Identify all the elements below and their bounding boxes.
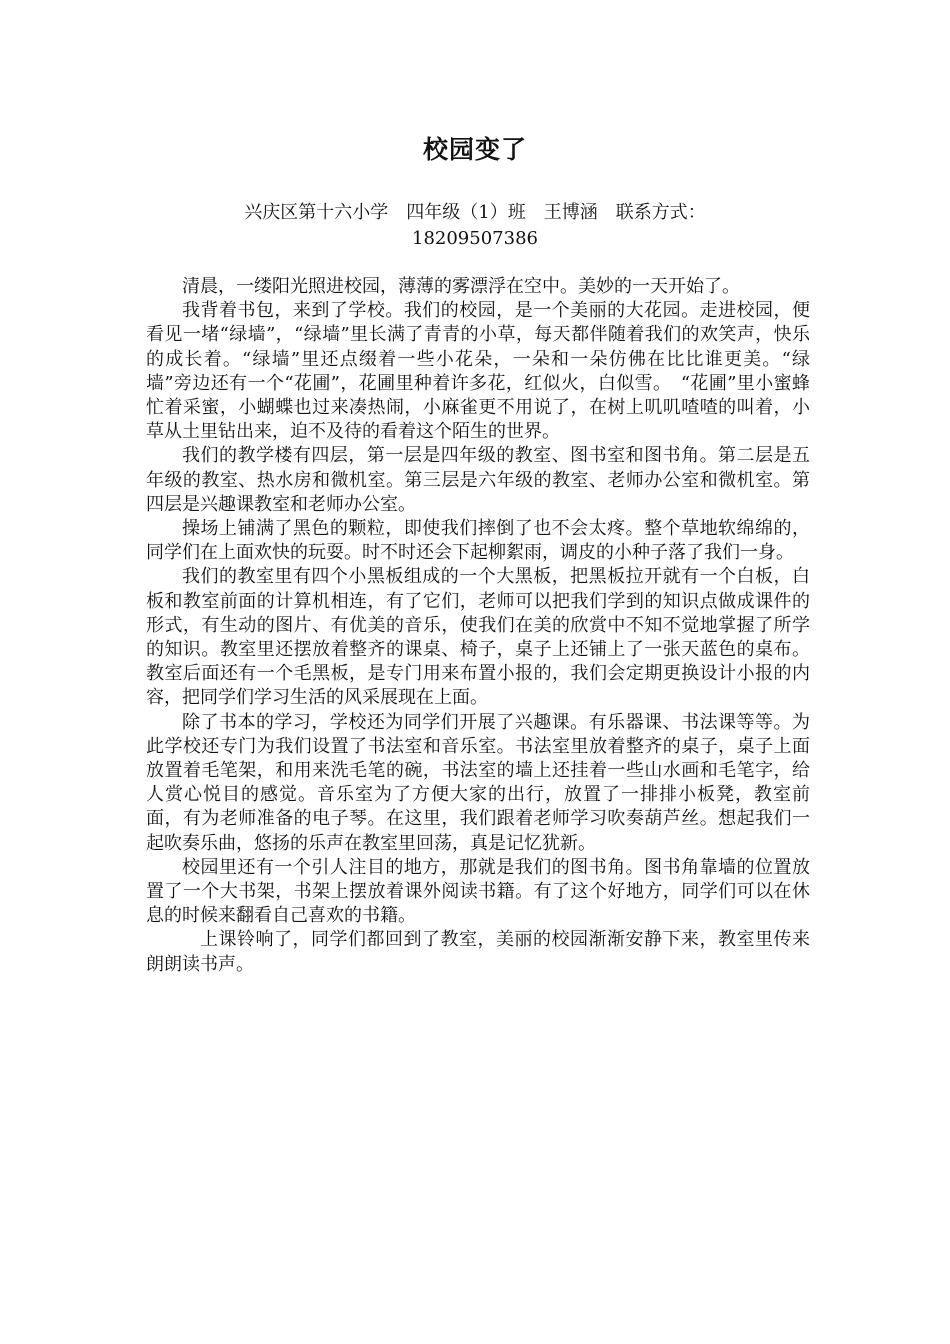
paragraph-campus-garden: 我背着书包，来到了学校。我们的校园，是一个美丽的大花园。走进校园，便看见一堵“绿墙”，“绿墙”里长满了青青的小草，每天都伴随着我们的欢笑声，快乐的成长着。“绿墙”里还点缀着一些小花朵，一朵和一朵仿佛在比比谁更美。“绿墙”旁边还有一个“花圃”，花圃里种着许多花，红似火，白似雪。 “花圃”里小蜜蜂忙着采蜜，小蝴蝶也过来凑热闹，小麻雀更不用说了，在树上叽叽喳喳的叫着，小草从土里钻出来，迫不及待的看着这个陌生的世界。 bbox=[146, 300, 810, 443]
author-byline bbox=[150, 200, 800, 252]
paragraph-class-bell: 上课铃响了，同学们都回到了教室，美丽的校园渐渐安静下来，教室里传来朗朗读书声。 bbox=[146, 929, 810, 975]
paragraph-book-corner: 校园里还有一个引人注目的地方，那就是我们的图书角。图书角靠墙的位置放置了一个大书架，书架上摆放着课外阅读书籍。有了这个好地方，同学们可以在休息的时候来翻看自己喜欢的书籍。 bbox=[146, 856, 810, 927]
paragraph-interest-classes: 除了书本的学习，学校还为同学们开展了兴趣课。有乐器课、书法课等等。为此学校还专门为我们设置了书法室和音乐室。书法室里放着整齐的桌子，桌子上面放置着毛笔架，和用来洗毛笔的碗，书法室的墙上还挂着一些山水画和毛笔字，给人赏心悦目的感觉。音乐室为了方便大家的出行，放置了一排排小板凳，教室前面，有为老师准备的电子琴。在这里，我们跟着老师学习吹奏葫芦丝。想起我们一起吹奏乐曲，悠扬的乐声在教室里回荡，真是记忆犹新。 bbox=[146, 711, 810, 854]
document-body bbox=[146, 275, 810, 977]
paragraph-morning: 清晨，一缕阳光照进校园，薄薄的雾漂浮在空中。美妙的一天开始了。 bbox=[182, 276, 740, 297]
document-title: 校园变了 bbox=[422, 135, 527, 164]
paragraph-classroom: 我们的教室里有四个小黑板组成的一个大黑板，把黑板拉开就有一个白板，白板和教室前面的计算机相连，有了它们，老师可以把我们学到的知识点做成课件的形式，有生动的图片、有优美的音乐，使我们在美的欣赏中不知不觉地掌握了所学的知识。教室里还摆放着整齐的课桌、椅子，桌子上还铺上了一张天蓝色的桌布。教室后面还有一个毛黑板，是专门用来布置小报的，我们会定期更换设计小报的内容，把同学们学习生活的风采展现在上面。 bbox=[146, 566, 810, 709]
byline-school-author: 兴庆区第十六小学 四年级（1）班 王博涵 联系方式： bbox=[244, 202, 706, 223]
paragraph-teaching-building: 我们的教学楼有四层，第一层是四年级的教室、图书室和图书角。第二层是五年级的教室、热水房和微机室。第三层是六年级的教室、老师办公室和微机室。第四层是兴趣课教室和老师办公室。 bbox=[146, 445, 810, 515]
byline-phone: 18209507386 bbox=[412, 228, 538, 249]
paragraph-playground: 操场上铺满了黑色的颗粒，即使我们摔倒了也不会太疼。整个草地软绵绵的，同学们在上面欢快的玩耍。时不时还会下起柳絮雨，调皮的小种子落了我们一身。 bbox=[146, 518, 810, 564]
